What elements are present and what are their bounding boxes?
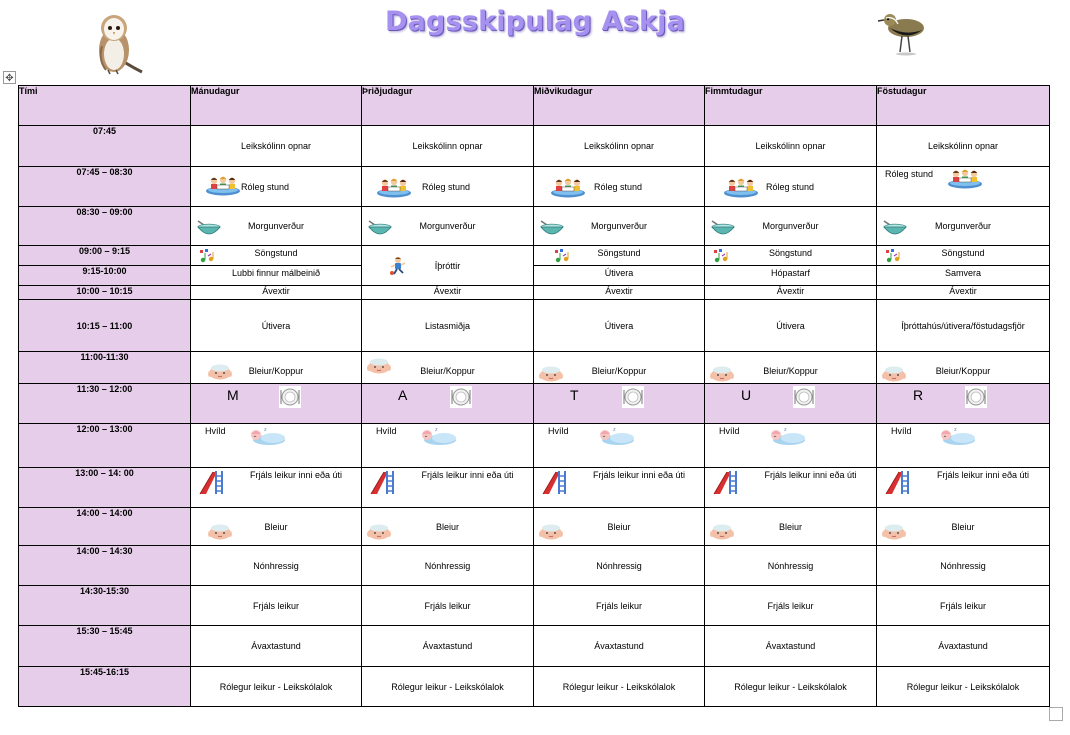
table-row xyxy=(19,468,1050,508)
activity-label: Nónhressig xyxy=(767,560,814,571)
activity-label: Útivera xyxy=(776,320,805,331)
sleeping-baby-icon xyxy=(418,426,458,446)
header-day: Þriðjudagur xyxy=(362,86,534,126)
slide-icon xyxy=(193,468,229,496)
activity-cell xyxy=(877,508,1050,546)
activity-cell xyxy=(877,586,1050,626)
activity-cell xyxy=(705,384,877,424)
table-row xyxy=(19,352,1050,384)
activity-label: Róleg stund xyxy=(422,181,471,192)
time-cell: 10:00 – 10:15 xyxy=(19,286,191,300)
activity-cell xyxy=(191,246,362,266)
activity-cell xyxy=(362,167,534,207)
plate-icon xyxy=(450,386,472,408)
activity-cell xyxy=(877,286,1050,300)
activity-cell xyxy=(534,546,705,586)
table-row xyxy=(19,667,1050,707)
activity-cell xyxy=(705,546,877,586)
activity-label: Leikskólinn opnar xyxy=(583,141,655,151)
activity-cell xyxy=(191,586,362,626)
activity-cell xyxy=(534,266,705,286)
activity-cell xyxy=(705,266,877,286)
time-cell: 14:00 – 14:00 xyxy=(19,508,191,546)
activity-cell xyxy=(534,246,705,266)
activity-label: Morgunverður xyxy=(247,221,305,231)
lunch-letter: R xyxy=(913,387,924,403)
activity-cell xyxy=(877,167,1050,207)
activity-cell xyxy=(534,626,705,667)
reading-children-icon xyxy=(376,176,412,198)
activity-cell xyxy=(191,352,362,384)
activity-label: Listasmiðja xyxy=(424,320,471,331)
activity-cell xyxy=(191,126,362,167)
table-row xyxy=(19,586,1050,626)
activity-label: Leikskólinn opnar xyxy=(755,141,826,151)
activity-label: Róleg stund xyxy=(241,181,290,192)
plate-icon xyxy=(279,386,301,408)
activity-label: Rólegur leikur - Leikskólalok xyxy=(391,681,504,692)
activity-cell xyxy=(191,207,362,246)
table-move-handle[interactable]: ✥ xyxy=(3,71,16,84)
table-row xyxy=(19,266,1050,286)
activity-label: Bleiur/Koppur xyxy=(763,365,818,376)
activity-label: Ávextir xyxy=(605,286,633,296)
activity-cell xyxy=(705,352,877,384)
activity-cell xyxy=(705,300,877,352)
header-row xyxy=(19,86,1050,126)
table-row xyxy=(19,300,1050,352)
time-cell: 12:00 – 13:00 xyxy=(19,424,191,468)
activity-cell xyxy=(534,586,705,626)
activity-label: Morgunverður xyxy=(590,221,648,231)
activity-cell xyxy=(362,626,534,667)
activity-cell xyxy=(877,546,1050,586)
reading-children-icon xyxy=(205,174,241,196)
activity-label: Íþróttir xyxy=(434,260,461,271)
activity-cell xyxy=(362,586,534,626)
sleeping-baby-icon xyxy=(937,426,977,446)
activity-cell xyxy=(877,126,1050,167)
table-row xyxy=(19,626,1050,667)
activity-label: Frjáls leikur xyxy=(767,600,814,611)
activity-label: Rólegur leikur - Leikskólalok xyxy=(906,681,1020,692)
activity-label: Frjáls leikur inni eða úti xyxy=(421,470,514,480)
activity-label: Leikskólinn opnar xyxy=(412,141,483,151)
activity-cell xyxy=(534,424,705,468)
activity-cell xyxy=(534,508,705,546)
activity-cell xyxy=(534,207,705,246)
activity-cell xyxy=(705,667,877,707)
activity-label: Frjáls leikur xyxy=(595,600,642,611)
time-cell: 11:30 – 12:00 xyxy=(19,384,191,424)
time-cell: 11:00-11:30 xyxy=(19,352,191,384)
owl-icon xyxy=(88,10,144,76)
activity-cell xyxy=(705,468,877,508)
activity-cell xyxy=(705,424,877,468)
activity-label: Ávaxtastund xyxy=(251,641,301,651)
activity-label: Ávextir xyxy=(949,286,977,296)
activity-label: Ávaxtastund xyxy=(938,641,988,651)
activity-cell xyxy=(191,626,362,667)
activity-label: Morgunverður xyxy=(762,221,819,231)
sleeping-baby-icon xyxy=(596,426,636,446)
activity-cell xyxy=(191,300,362,352)
activity-cell xyxy=(191,667,362,707)
table-resize-handle[interactable] xyxy=(1049,707,1063,721)
activity-label: Morgunverður xyxy=(419,221,476,231)
activity-cell xyxy=(877,300,1050,352)
activity-label: Íþróttahús/útivera/föstudagsfjör xyxy=(901,320,1025,331)
activity-label: Ávextir xyxy=(433,286,462,296)
activity-cell xyxy=(534,167,705,207)
activity-cell xyxy=(191,384,362,424)
time-cell: 07:45 xyxy=(19,126,191,167)
activity-label: Útivera xyxy=(604,268,634,278)
activity-cell xyxy=(362,286,534,300)
activity-label: Hvíld xyxy=(719,426,740,436)
plate-icon xyxy=(622,386,644,408)
activity-cell xyxy=(877,207,1050,246)
header-day: Föstudagur xyxy=(877,86,1050,126)
reading-children-icon xyxy=(723,176,759,198)
time-cell: 13:00 – 14: 00 xyxy=(19,468,191,508)
activity-cell xyxy=(191,468,362,508)
activity-cell xyxy=(877,468,1050,508)
table-row xyxy=(19,546,1050,586)
activity-cell xyxy=(362,126,534,167)
activity-cell xyxy=(534,667,705,707)
plate-icon xyxy=(793,386,815,408)
activity-cell xyxy=(191,286,362,300)
slide-icon xyxy=(707,468,743,496)
slide-icon xyxy=(364,468,400,496)
activity-cell xyxy=(877,626,1050,667)
activity-label: Frjáls leikur inni eða úti xyxy=(249,470,343,480)
activity-cell xyxy=(877,266,1050,286)
activity-label: Róleg stund xyxy=(594,181,643,192)
activity-label: Frjáls leikur xyxy=(424,600,471,611)
plate-icon xyxy=(965,386,987,408)
activity-label: Róleg stund xyxy=(885,169,934,179)
activity-cell xyxy=(191,167,362,207)
time-cell: 15:45-16:15 xyxy=(19,667,191,707)
time-cell: 07:45 – 08:30 xyxy=(19,167,191,207)
activity-cell xyxy=(362,300,534,352)
activity-cell xyxy=(534,384,705,424)
activity-cell xyxy=(877,667,1050,707)
activity-cell xyxy=(534,300,705,352)
time-cell: 08:30 – 09:00 xyxy=(19,207,191,246)
activity-label: Bleiur/Koppur xyxy=(591,365,647,376)
activity-label: Bleiur xyxy=(778,521,802,532)
activity-cell xyxy=(362,546,534,586)
activity-cell xyxy=(877,424,1050,468)
activity-label: Ávaxtastund xyxy=(422,641,473,651)
activity-cell xyxy=(534,352,705,384)
activity-label: Ávaxtastund xyxy=(765,641,816,651)
slide-icon xyxy=(879,468,915,496)
activity-cell xyxy=(191,546,362,586)
activity-label: Frjáls leikur inni eða úti xyxy=(592,470,686,480)
sleeping-baby-icon xyxy=(767,426,807,446)
table-row xyxy=(19,246,1050,266)
activity-label: Söngstund xyxy=(254,248,298,258)
activity-label: Leikskólinn opnar xyxy=(927,141,999,151)
activity-cell xyxy=(362,384,534,424)
activity-label: Samvera xyxy=(944,268,981,278)
activity-cell xyxy=(362,468,534,508)
activity-label: Ávaxtastund xyxy=(594,641,644,651)
slide-icon xyxy=(536,468,572,496)
activity-cell xyxy=(877,384,1050,424)
time-cell: 9:15-10:00 xyxy=(19,266,191,286)
activity-label: Útivera xyxy=(261,320,291,331)
header-day: Fimmtudagur xyxy=(705,86,877,126)
activity-cell xyxy=(705,286,877,300)
time-cell: 15:30 – 15:45 xyxy=(19,626,191,667)
activity-label: Lubbi finnur málbeinið xyxy=(231,268,321,278)
table-row xyxy=(19,286,1050,300)
activity-label: Morgunverður xyxy=(934,221,992,231)
activity-cell xyxy=(705,207,877,246)
activity-label: Leikskólinn opnar xyxy=(240,141,312,151)
activity-label: Rólegur leikur - Leikskólalok xyxy=(219,681,333,692)
activity-cell xyxy=(191,424,362,468)
activity-label: Bleiur xyxy=(435,521,459,532)
header-day: Mánudagur xyxy=(191,86,362,126)
table-row xyxy=(19,424,1050,468)
header-time: Tími xyxy=(19,86,191,126)
time-cell: 14:00 – 14:30 xyxy=(19,546,191,586)
activity-cell xyxy=(534,468,705,508)
activity-label: Róleg stund xyxy=(766,181,815,192)
plover-bird-icon xyxy=(876,6,930,58)
table-row xyxy=(19,126,1050,167)
activity-label: Bleiur xyxy=(607,521,631,532)
table-row xyxy=(19,384,1050,424)
activity-label: Hvíld xyxy=(891,426,912,436)
activity-label: Frjáls leikur inni eða úti xyxy=(764,470,857,480)
activity-cell xyxy=(705,586,877,626)
lunch-letter: U xyxy=(741,387,752,403)
activity-cell xyxy=(191,508,362,546)
activity-cell xyxy=(877,246,1050,266)
schedule-table xyxy=(18,85,1050,707)
activity-label: Söngstund xyxy=(597,248,641,258)
reading-children-icon xyxy=(947,167,983,189)
activity-cell xyxy=(362,352,534,384)
activity-label: Nónhressig xyxy=(596,560,642,571)
activity-label: Frjáls leikur inni eða úti xyxy=(936,470,1030,480)
activity-label: Söngstund xyxy=(768,248,813,258)
lunch-letter: A xyxy=(398,387,408,403)
table-row xyxy=(19,508,1050,546)
activity-cell xyxy=(191,266,362,286)
activity-label: Nónhressig xyxy=(253,560,299,571)
activity-label: Ávextir xyxy=(262,286,290,296)
activity-cell xyxy=(362,207,534,246)
activity-label: Frjáls leikur xyxy=(252,600,299,611)
activity-label: Hvíld xyxy=(205,426,226,436)
activity-cell xyxy=(362,424,534,468)
activity-label: Rólegur leikur - Leikskólalok xyxy=(734,681,847,692)
time-cell: 09:00 – 9:15 xyxy=(19,246,191,266)
table-row xyxy=(19,207,1050,246)
header-day: Miðvikudagur xyxy=(534,86,705,126)
activity-cell xyxy=(362,508,534,546)
activity-cell xyxy=(705,626,877,667)
activity-label: Bleiur/Koppur xyxy=(935,365,991,376)
activity-label: Bleiur xyxy=(951,521,975,532)
activity-label: Hvíld xyxy=(548,426,569,436)
activity-label: Bleiur xyxy=(264,521,288,532)
lunch-letter: T xyxy=(570,387,579,403)
time-cell: 10:15 – 11:00 xyxy=(19,300,191,352)
activity-cell xyxy=(534,286,705,300)
activity-cell xyxy=(705,246,877,266)
activity-label: Ávextir xyxy=(776,286,805,296)
lunch-letter: M xyxy=(227,387,239,403)
activity-label: Útivera xyxy=(604,320,634,331)
page-title: Dagsskipulag Askja xyxy=(384,6,686,37)
activity-label: Nónhressig xyxy=(940,560,986,571)
table-row xyxy=(19,167,1050,207)
activity-cell xyxy=(362,246,534,286)
activity-label: Hópastarf xyxy=(770,268,811,278)
activity-label: Nónhressig xyxy=(424,560,471,571)
activity-label: Söngstund xyxy=(941,248,985,258)
activity-cell xyxy=(705,167,877,207)
time-cell: 14:30-15:30 xyxy=(19,586,191,626)
activity-cell xyxy=(877,352,1050,384)
activity-cell xyxy=(534,126,705,167)
activity-label: Frjáls leikur xyxy=(939,600,986,611)
activity-label: Rólegur leikur - Leikskólalok xyxy=(562,681,676,692)
activity-label: Bleiur/Koppur xyxy=(248,365,304,376)
activity-label: Hvíld xyxy=(376,426,397,436)
activity-cell xyxy=(362,667,534,707)
reading-children-icon xyxy=(550,176,586,198)
activity-cell xyxy=(705,508,877,546)
activity-label: Bleiur/Koppur xyxy=(420,365,475,376)
sleeping-baby-icon xyxy=(247,426,287,446)
activity-cell xyxy=(705,126,877,167)
